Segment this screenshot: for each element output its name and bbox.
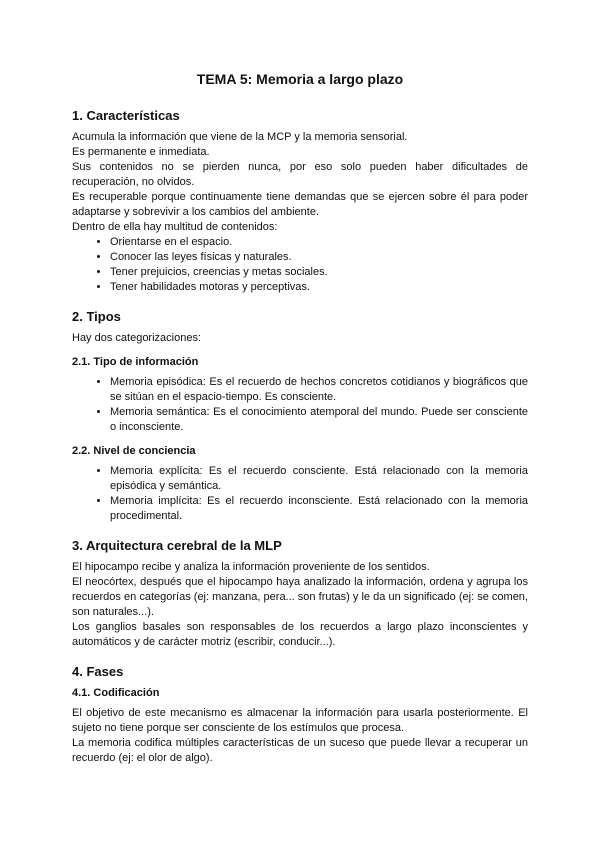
subsection-heading-nivel-conciencia: 2.2. Nivel de conciencia (72, 445, 196, 457)
paragraph: Acumula la información que viene de la MCP y la memoria sensorial. (72, 131, 408, 143)
paragraph: El neocórtex, después que el hipocampo haya analizado la información, ordena y agrupa los recuerdos en categorías (ej: manzana, pera... son frutas) y le da un significado (ej: se comen, son naturales...). (72, 576, 528, 618)
paragraph: Es recuperable porque continuamente tiene demandas que se ejercen sobre él para poder adaptarse y sobrevivir a los cambios del ambiente. (72, 191, 528, 218)
list-item: • Tener prejuicios, creencias y metas sociales. (110, 265, 528, 280)
bullet-list (72, 375, 528, 435)
list-item: • Memoria semántica: Es el conocimiento atemporal del mundo. Puede ser consciente o inconsciente. (110, 405, 528, 435)
list-item: • Tener habilidades motoras y perceptivas. (110, 280, 528, 295)
section-heading-caracteristicas: 1. Características (72, 108, 180, 123)
paragraph: Sus contenidos no se pierden nunca, por eso solo pueden haber dificultades de recuperación, no olvidos. (72, 161, 528, 188)
bullet-list (72, 235, 528, 295)
section-heading-arquitectura: 3. Arquitectura cerebral de la MLP (72, 538, 282, 553)
subsection-heading-tipo-informacion: 2.1. Tipo de información (72, 356, 199, 368)
list-item: • Conocer las leyes físicas y naturales. (110, 250, 528, 265)
section-heading-tipos: 2. Tipos (72, 309, 121, 324)
bullet-list (72, 464, 528, 524)
paragraph: El objetivo de este mecanismo es almacenar la información para usarla posteriormente. El sujeto no tiene porque ser consciente de los estímulos que procesa. (72, 707, 528, 734)
subsection-heading-codificacion: 4.1. Codificación (72, 687, 160, 699)
paragraph: Dentro de ella hay multitud de contenidos: (72, 221, 278, 233)
paragraph: Hay dos categorizaciones: (72, 332, 202, 344)
section-heading-fases: 4. Fases (72, 664, 124, 679)
list-item: • Memoria explícita: Es el recuerdo consciente. Está relacionado con la memoria episódica y semántica. (110, 464, 528, 494)
list-item: • Orientarse en el espacio. (110, 235, 528, 250)
paragraph: Los ganglios basales son responsables de los recuerdos a largo plazo inconscientes y automáticos y de carácter motriz (escribir, conducir...). (72, 621, 528, 648)
list-item: • Memoria episódica: Es el recuerdo de hechos concretos cotidianos y biográficos que se sitúan en el espacio-tiempo. Es consciente. (110, 375, 528, 405)
list-item: • Memoria implícita: Es el recuerdo inconsciente. Está relacionado con la memoria procedimental. (110, 494, 528, 524)
paragraph: Es permanente e inmediata. (72, 146, 210, 158)
paragraph: El hipocampo recibe y analiza la información proveniente de los sentidos. (72, 561, 430, 573)
page-title: TEMA 5: Memoria a largo plazo (196, 71, 404, 87)
paragraph: La memoria codifica múltiples características de un suceso que puede llevar a recuperar un recuerdo (ej: el olor de algo). (72, 737, 528, 764)
